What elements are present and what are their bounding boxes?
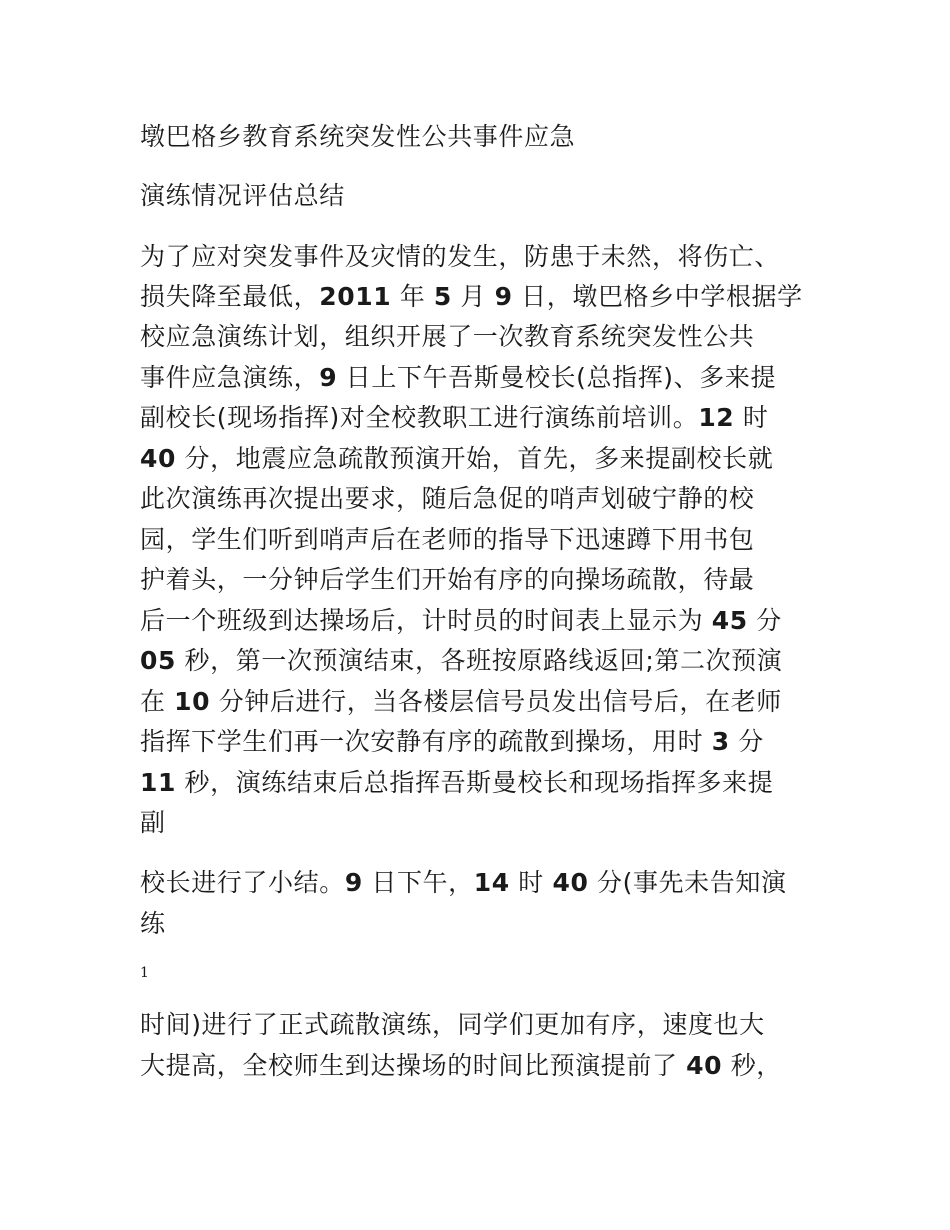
paragraph-line: 损失降至最低，2011 年 5 月 9 日，墩巴格乡中学根据学 — [140, 282, 803, 311]
paragraph-line: 事件应急演练，9 日上下午吾斯曼校长(总指挥)、多来提 — [140, 363, 777, 392]
paragraph-line: 40 分，地震应急疏散预演开始，首先，多来提副校长就 — [140, 444, 774, 473]
paragraph-line: 护着头，一分钟后学生们开始有序的向操场疏散，待最 — [140, 565, 755, 594]
paragraph-line: 指挥下学生们再一次安静有序的疏散到操场，用时 3 分 — [140, 727, 764, 756]
paragraph-line: 校应急演练计划，组织开展了一次教育系统突发性公共 — [140, 322, 755, 351]
paragraph-line: 为了应对突发事件及灾情的发生，防患于未然，将伤亡、 — [140, 242, 781, 271]
paragraph-line: 副 — [140, 808, 166, 837]
paragraph-line: 练 — [140, 909, 166, 938]
title-line-2: 演练情况评估总结 — [140, 181, 345, 210]
paragraph-line: 时间)进行了正式疏散演练，同学们更加有序，速度也大 — [140, 1010, 765, 1039]
paragraph-line: 副校长(现场指挥)对全校教职工进行演练前培训。12 时 — [140, 403, 769, 432]
title-line-1: 墩巴格乡教育系统突发性公共事件应急 — [140, 122, 576, 151]
paragraph-line: 此次演练再次提出要求，随后急促的哨声划破宁静的校 — [140, 484, 755, 513]
paragraph-line: 园，学生们听到哨声后在老师的指导下迅速蹲下用书包 — [140, 525, 755, 554]
paragraph-line: 11 秒，演练结束后总指挥吾斯曼校长和现场指挥多来提 — [140, 768, 774, 797]
page-number: 1 — [140, 965, 149, 981]
paragraph-line: 在 10 分钟后进行，当各楼层信号员发出信号后，在老师 — [140, 687, 782, 716]
paragraph-line: 05 秒，第一次预演结束，各班按原路线返回;第二次预演 — [140, 646, 783, 675]
paragraph-line: 大提高，全校师生到达操场的时间比预演提前了 40 秒， — [140, 1051, 782, 1080]
paragraph-line: 校长进行了小结。9 日下午，14 时 40 分(事先未告知演 — [140, 868, 787, 897]
paragraph-line: 后一个班级到达操场后，计时员的时间表上显示为 45 分 — [140, 606, 782, 635]
